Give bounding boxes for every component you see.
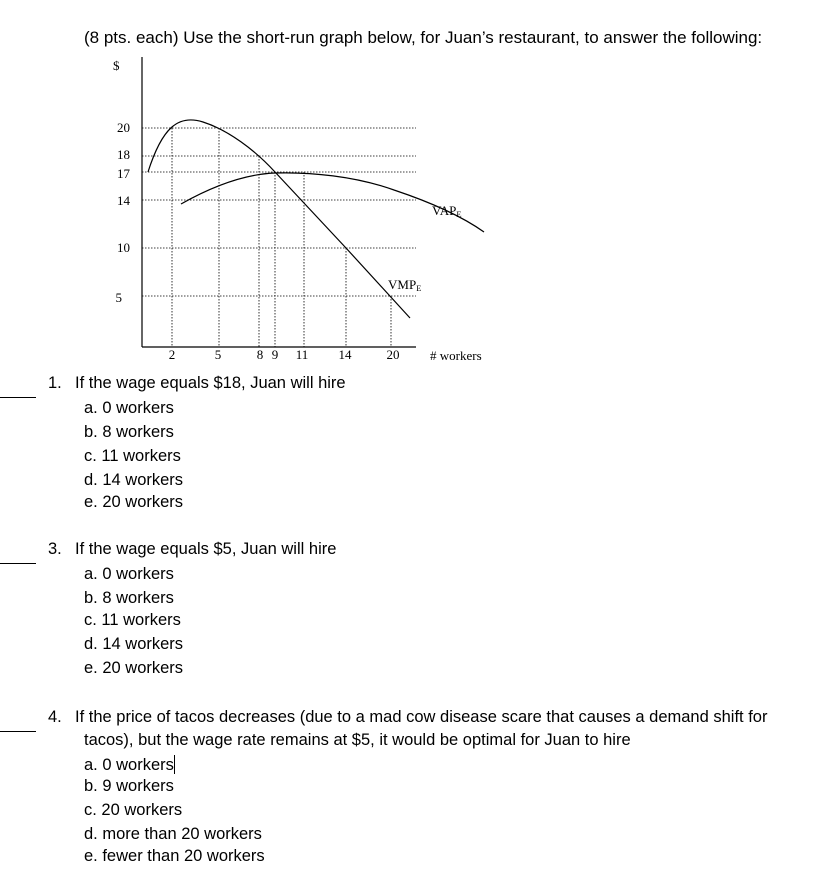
option-d: d. 14 workers: [84, 635, 184, 653]
option-d: d. more than 20 workers: [84, 825, 262, 843]
vap-label: VAPE: [432, 203, 462, 219]
answer-blank-q4[interactable]: [0, 731, 36, 732]
question-text: If the wage equals $5, Juan will hire: [75, 540, 337, 558]
x-tick-11: 11: [295, 347, 309, 362]
answer-blank-q3[interactable]: [0, 563, 36, 564]
y-tick-14: 14: [117, 193, 130, 208]
instructions: (8 pts. each) Use the short-run graph below, for Juan’s restaurant, to answer the following:: [84, 28, 763, 47]
option-b: b. 8 workers: [84, 589, 174, 607]
option-e: e. 20 workers: [84, 659, 184, 677]
vmp-label: VMPE: [388, 277, 422, 293]
y-tick-20: 20: [117, 120, 130, 135]
x-tick-5: 5: [214, 347, 222, 362]
y-tick-10: 10: [117, 240, 130, 255]
y-axis-label: $: [113, 58, 120, 73]
y-tick-18: 18: [117, 147, 130, 162]
short-run-graph: [0, 0, 826, 380]
question-number: 4.: [48, 708, 62, 726]
option-e: e. fewer than 20 workers: [84, 847, 265, 865]
option-a: a. 0 workers: [84, 565, 174, 583]
option-c: c. 11 workers: [84, 447, 181, 465]
option-a: a. 0 workers: [84, 399, 174, 417]
question-text-line1: If the price of tacos decreases (due to a mad cow disease scare that causes a demand shift for: [75, 708, 768, 726]
x-axis-label: # workers: [430, 348, 482, 363]
question-number: 3.: [48, 540, 62, 558]
text-cursor: [174, 755, 175, 774]
question-text-line2: tacos), but the wage rate remains at $5, it would be optimal for Juan to hire: [84, 731, 631, 749]
option-d: d. 14 workers: [84, 471, 184, 489]
x-tick-14: 14: [338, 347, 352, 362]
x-tick-9: 9: [271, 347, 279, 362]
option-b: b. 9 workers: [84, 777, 174, 795]
y-tick-17: 17: [117, 166, 130, 181]
x-tick-20: 20: [386, 347, 400, 362]
option-e: e. 20 workers: [84, 493, 184, 511]
question-text: If the wage equals $18, Juan will hire: [75, 374, 346, 392]
x-tick-2: 2: [168, 347, 176, 362]
option-a-text: a. 0 workers: [84, 756, 174, 774]
option-a: [84, 755, 175, 775]
option-c: c. 20 workers: [84, 801, 183, 819]
question-number: 1.: [48, 374, 62, 392]
option-b: b. 8 workers: [84, 423, 174, 441]
option-c: c. 11 workers: [84, 611, 181, 629]
answer-blank-q1[interactable]: [0, 397, 36, 398]
vmp-curve: [148, 120, 410, 318]
y-tick-5: 5: [115, 290, 122, 305]
x-tick-8: 8: [256, 347, 264, 362]
